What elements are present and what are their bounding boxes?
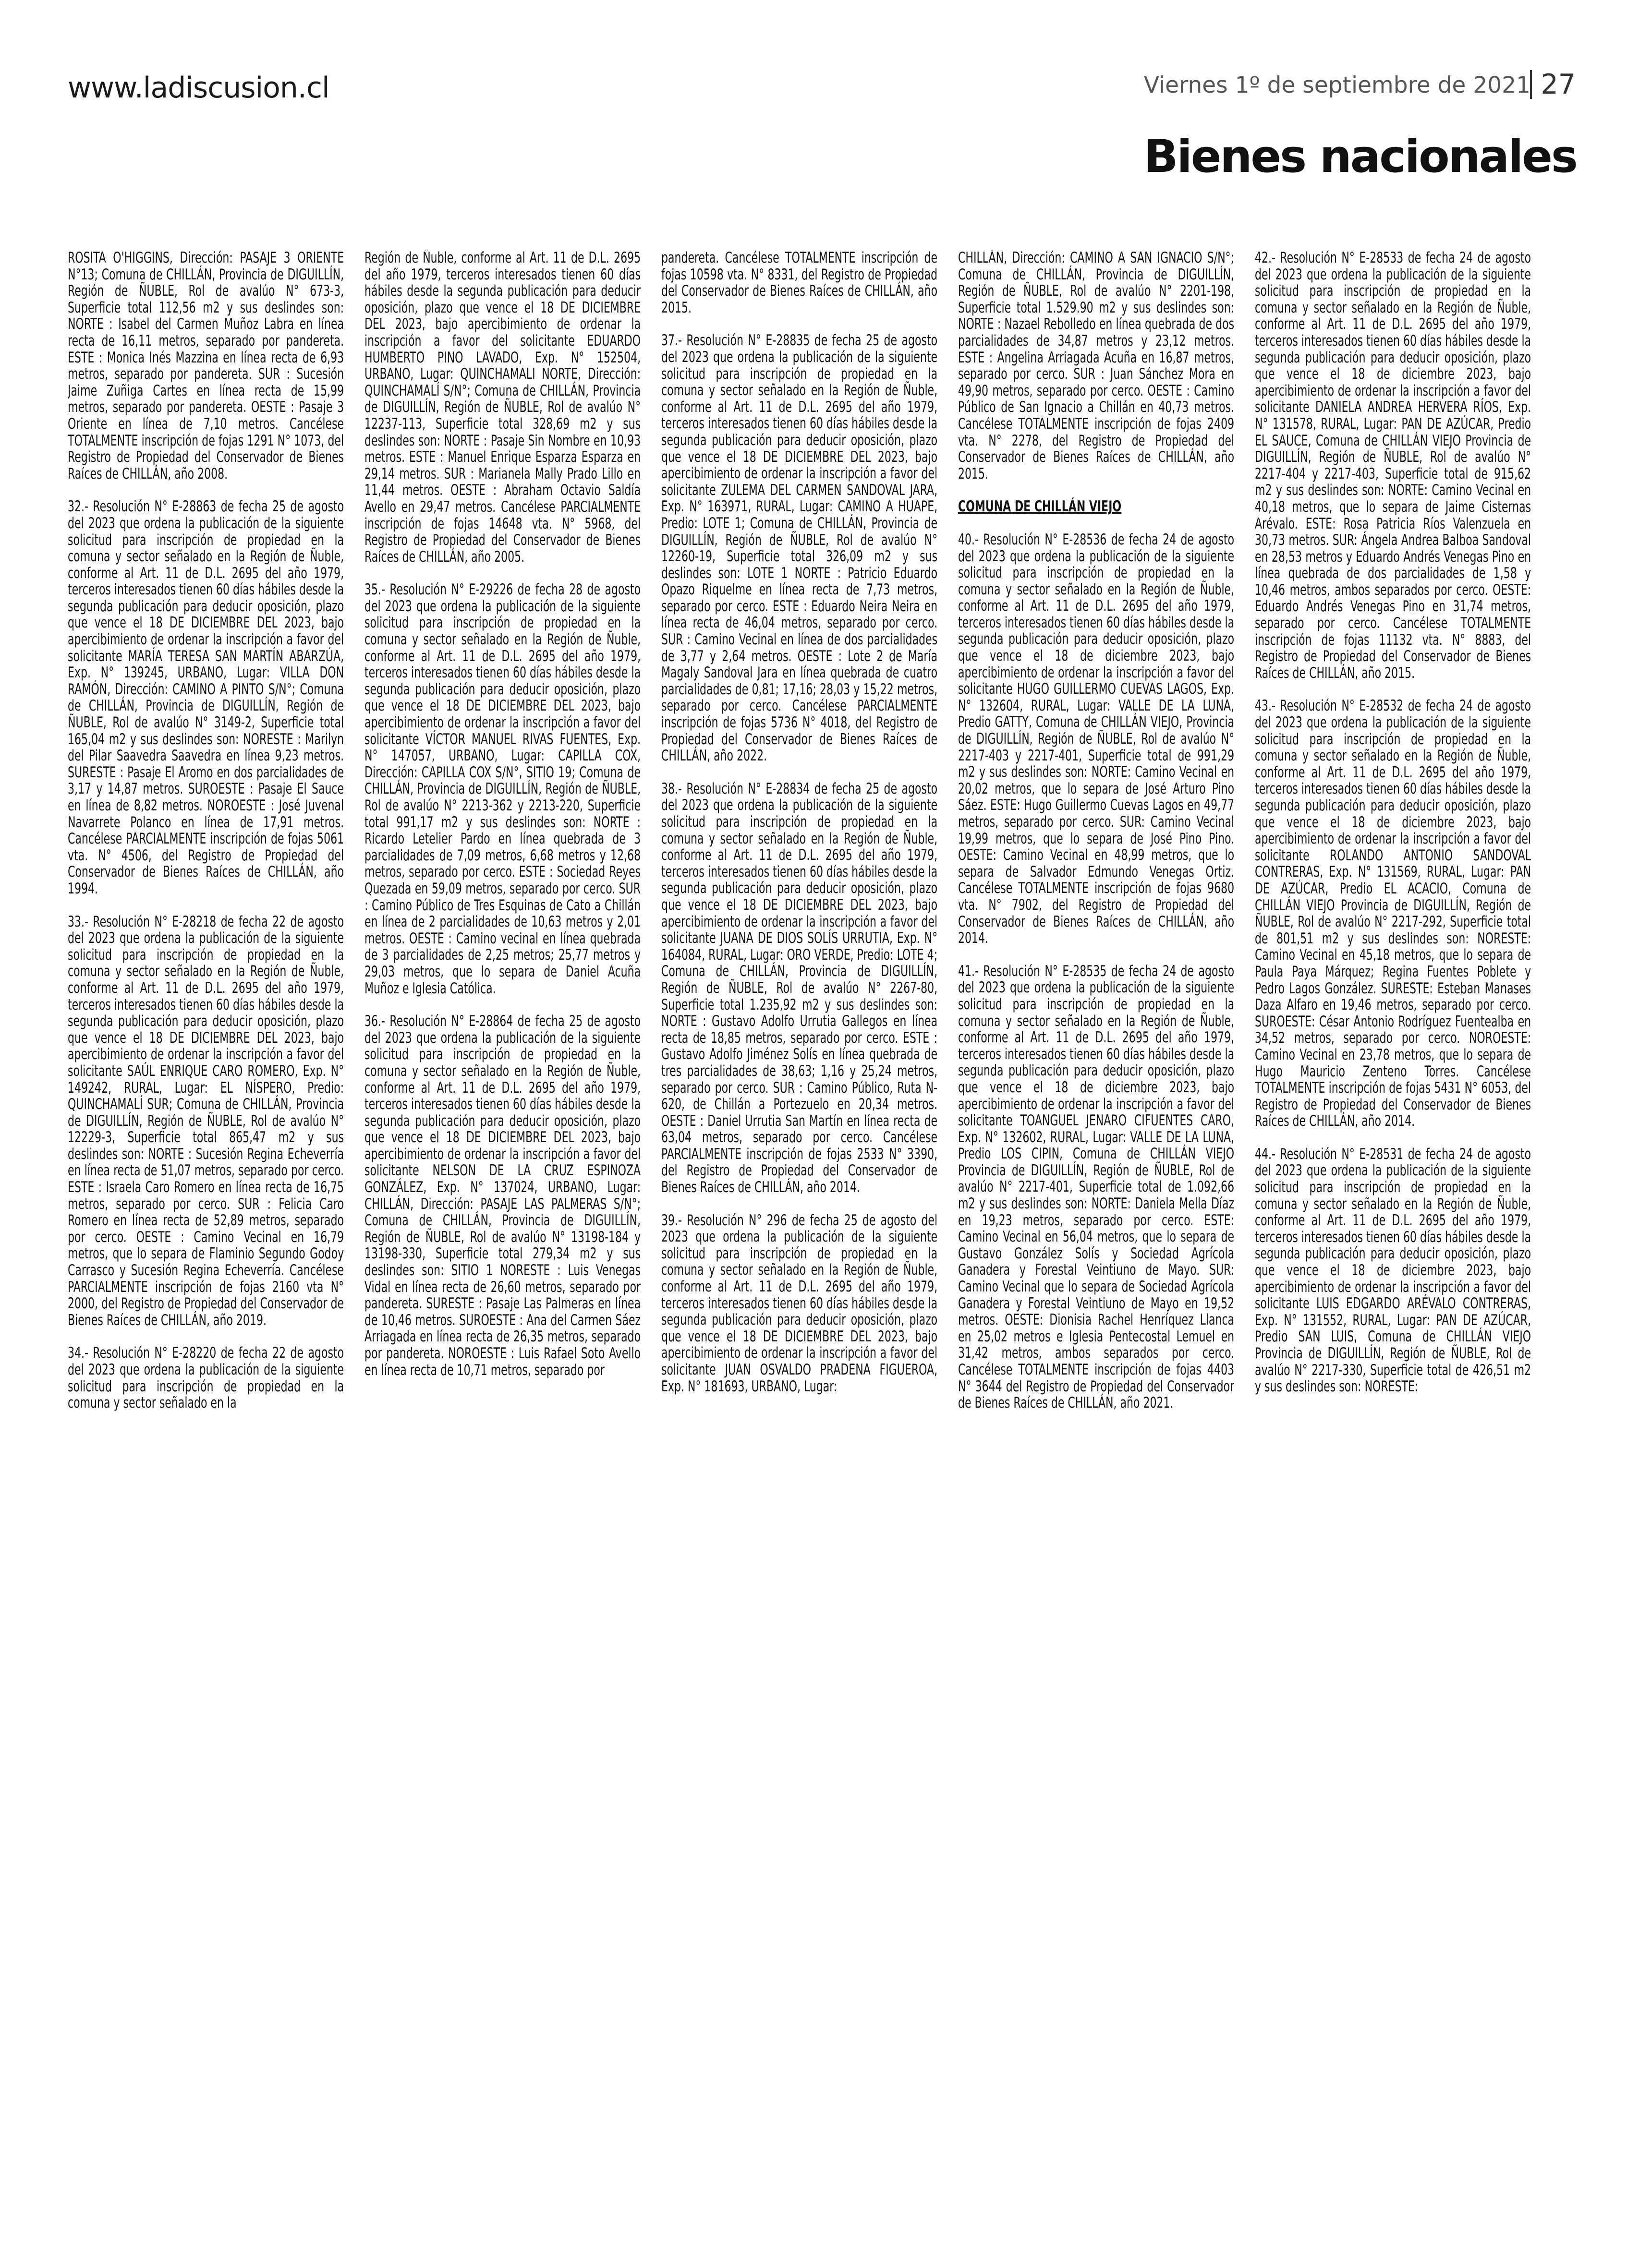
notice-paragraph: pandereta. Cancélese TOTALMENTE inscripción de fojas 10598 vta. N° 8331, del Registro de Propiedad del Conservador de Bienes Raíces de CHILLÁN, año 2015. — [661, 250, 938, 316]
column-3 — [661, 250, 937, 2223]
notice-paragraph: 34.- Resolución N° E-28220 de fecha 22 de agosto del 2023 que ordena la publicación de la siguiente solicitud para inscripción de propiedad en la comuna y sector señalado en la — [68, 1344, 344, 1412]
notice-paragraph: 42.- Resolución N° E-28533 de fecha 24 de agosto del 2023 que ordena la publicación de la siguiente solicitud para inscripción de propiedad en la comuna y sector señalado en la Región de Ñuble, conforme al Art. 11 de D.L. 2695 del año 1979, terceros interesados tienen 60 días hábiles desde la segunda publicación para deducir oposición, plazo que vence el 18 de diciembre 2023, bajo apercibimiento de ordenar la inscripción a favor del solicitante DANIELA ANDREA HERVERA RÍOS, Exp. N° 131578, RURAL, Lugar: PAN DE AZÚCAR, Predio EL SAUCE, Comuna de CHILLÁN VIEJO Provincia de DIGUILLÍN, Región de ÑUBLE, Rol de avalúo N° 2217-404 y 2217-403, Superficie total de 915,62 m2 y sus deslindes son: NORTE: Camino Vecinal en 40,18 metros, que lo separa de Jaime Cisternas Arévalo. ESTE: Rosa Patricia Ríos Valenzuela en 30,73 metros. SUR: Ángela Andrea Balboa Sandoval en 28,53 metros y Eduardo Andrés Venegas Pino en línea quebrada de dos parcialidades de 1,58 y 10,46 metros, ambos separados por cerco. OESTE: Eduardo Andrés Venegas Pino en 31,74 metros, separado por cerco. Cancélese TOTALMENTE inscripción de fojas 11132 vta. N° 8883, del Registro de Propiedad del Conservador de Bienes Raíces de CHILLÁN, año 2015. — [1255, 250, 1531, 682]
notice-paragraph: 36.- Resolución N° E-28864 de fecha 25 de agosto del 2023 que ordena la publicación de la siguiente solicitud para inscripción de propiedad en la comuna y sector señalado en la Región de Ñuble, conforme al Art. 11 de D.L. 2695 del año 1979, terceros interesados tienen 60 días hábiles desde la segunda publicación para deducir oposición, plazo que vence el 18 DE DICIEMBRE DEL 2023, bajo apercibimiento de ordenar la inscripción a favor del solicitante NELSON DE LA CRUZ ESPINOZA GONZÁLEZ, Exp. N° 137024, URBANO, Lugar: CHILLÁN, Dirección: PASAJE LAS PALMERAS S/N°; Comuna de CHILLÁN, Provincia de DIGUILLÍN, Región de ÑUBLE, Rol de avalúo N° 13198-184 y 13198-330, Superficie total 279,34 m2 y sus deslindes son: SITIO 1 NORESTE : Luis Venegas Vidal en línea recta de 26,60 metros, separado por pandereta. SURESTE : Pasaje Las Palmeras en línea de 10,46 metros. SUROESTE : Ana del Carmen Sáez Arriagada en línea recta de 26,35 metros, separado por pandereta. NOROESTE : Luis Rafael Soto Avello en línea recta de 10,71 metros, separado por — [364, 1013, 641, 1379]
section-title: Bienes nacionales — [1143, 131, 1577, 183]
column-5 — [1255, 250, 1531, 2223]
notice-paragraph: ROSITA O'HIGGINS, Dirección: PASAJE 3 ORIENTE N°13; Comuna de CHILLÁN, Provincia de DIGUILLÍN, Región de ÑUBLE, Rol de avalúo N° 673-3, Superficie total 112,56 m2 y sus deslindes son: NORTE : Isabel del Carmen Muñoz Labra en línea recta de 16,11 metros, separado por pandereta. ESTE : Monica Inés Mazzina en línea recta de 6,93 metros, separado por pandereta. SUR : Sucesión Jaime Zuñiga Cartes en línea recta de 15,99 metros, separado por pandereta. OESTE : Pasaje 3 Oriente en línea de 7,10 metros. Cancélese TOTALMENTE inscripción de fojas 1291 N° 1073, del Registro de Propiedad del Conservador de Bienes Raíces de CHILLÁN, año 2008. — [68, 250, 344, 483]
notice-paragraph: 43.- Resolución N° E-28532 de fecha 24 de agosto del 2023 que ordena la publicación de la siguiente solicitud para inscripción de propiedad en la comuna y sector señalado en la Región de Ñuble, conforme al Art. 11 de D.L. 2695 del año 1979, terceros interesados tienen 60 días hábiles desde la segunda publicación para deducir oposición, plazo que vence el 18 de diciembre 2023, bajo apercibimiento de ordenar la inscripción a favor del solicitante ROLANDO ANTONIO SANDOVAL CONTRERAS, Exp. N° 131569, RURAL, Lugar: PAN DE AZÚCAR, Predio EL ACACIO, Comuna de CHILLÁN VIEJO Provincia de DIGUILLÍN, Región de ÑUBLE, Rol de avalúo N° 2217-292, Superficie total de 801,51 m2 y sus deslindes son: NORESTE: Camino Vecinal en 45,18 metros, que lo separa de Paula Paya Márquez; Regina Fuentes Poblete y Pedro Lagos González. SURESTE: Esteban Manases Daza Alfaro en 19,46 metros, separado por cerco. SUROESTE: César Antonio Rodríguez Fuentealba en 34,52 metros, separado por cerco. NOROESTE: Camino Vecinal en 23,78 metros, que lo separa de Hugo Mauricio Zenteno Torres. Cancélese TOTALMENTE inscripción de fojas 5431 N° 6053, del Registro de Propiedad del Conservador de Bienes Raíces de CHILLÁN, año 2014. — [1255, 697, 1531, 1130]
notice-paragraph: 39.- Resolución N° 296 de fecha 25 de agosto del 2023 que ordena la publicación de la siguiente solicitud para inscripción de propiedad en la comuna y sector señalado en la Región de Ñuble, conforme al Art. 11 de D.L. 2695 del año 1979, terceros interesados tienen 60 días hábiles desde la segunda publicación para deducir oposición, plazo que vence el 18 DE DICIEMBRE DEL 2023, bajo apercibimiento de ordenar la inscripción a favor del solicitante JUAN OSVALDO PRADENA FIGUEROA, Exp. N° 181693, URBANO, Lugar: — [661, 1211, 938, 1395]
notice-paragraph: CHILLÁN, Dirección: CAMINO A SAN IGNACIO S/N°; Comuna de CHILLÁN, Provincia de DIGUILLÍN, Región de ÑUBLE, Rol de avalúo N° 2201-198, Superficie total 1.529.90 m2 y sus deslindes son: NORTE : Nazael Rebolledo en línea quebrada de dos parcialidades de 34,87 metros y 23,12 metros. ESTE : Angelina Arriagada Acuña en 16,87 metros, separado por cerco. SUR : Juan Sánchez Mora en 49,90 metros, separado por cerco. OESTE : Camino Público de San Ignacio a Chillán en 40,73 metros. Cancélese TOTALMENTE inscripción de fojas 2409 vta. N° 2278, del Registro de Propiedad del Conservador de Bienes Raíces de CHILLÁN, año 2015. — [958, 250, 1235, 483]
notice-paragraph: 33.- Resolución N° E-28218 de fecha 22 de agosto del 2023 que ordena la publicación de la siguiente solicitud para inscripción de propiedad en la comuna y sector señalado en la Región de Ñuble, conforme al Art. 11 de D.L. 2695 del año 1979, terceros interesados tienen 60 días hábiles desde la segunda publicación para deducir oposición, plazo que vence el 18 DE DICIEMBRE DEL 2023, bajo apercibimiento de ordenar la inscripción a favor del solicitante SAÚL ENRIQUE CARO ROMERO, Exp. N° 149242, RURAL, Lugar: EL NÍSPERO, Predio: QUINCHAMALÍ SUR; Comuna de CHILLÁN, Provincia de DIGUILLÍN, Región de ÑUBLE, Rol de avalúo N° 12229-3, Superficie total 865,47 m2 y sus deslindes son: NORTE : Sucesión Regina Echeverría en línea recta de 51,07 metros, separado por cerco. ESTE : Israela Caro Romero en línea recta de 16,75 metros, separado por cerco. SUR : Felicia Caro Romero en línea recta de 52,89 metros, separado por cerco. OESTE : Camino Vecinal en 16,79 metros, que lo separa de Flaminio Segundo Godoy Carrasco y Sucesión Regina Echeverría. Cancélese PARCIALMENTE inscripción de fojas 2160 vta N° 2000, del Registro de Propiedad del Conservador de Bienes Raíces de CHILLÁN, año 2019. — [68, 913, 344, 1329]
column-2 — [364, 250, 641, 2223]
page-number: 27 — [1530, 70, 1576, 99]
column-4 — [958, 250, 1234, 2223]
column-1 — [68, 250, 344, 2223]
notice-paragraph: Región de Ñuble, conforme al Art. 11 de D.L. 2695 del año 1979, terceros interesados tienen 60 días hábiles desde la segunda publicación para deducir oposición, plazo que vence el 18 DE DICIEMBRE DEL 2023, bajo apercibimiento de ordenar la inscripción a favor del solicitante EDUARDO HUMBERTO PINO LAVADO, Exp. N° 152504, URBANO, Lugar: QUINCHAMALI NORTE, Dirección: QUINCHAMALÍ S/N°; Comuna de CHILLÁN, Provincia de DIGUILLÍN, Región de ÑUBLE, Rol de avalúo N° 12237-113, Superficie total 328,69 m2 y sus deslindes son: NORTE : Pasaje Sin Nombre en 10,93 metros. ESTE : Manuel Enrique Esparza Esparza en 29,14 metros. SUR : Marianela Mally Prado Lillo en 11,44 metros. OESTE : Abraham Octavio Saldía Avello en 29,47 metros. Cancélese PARCIALMENTE inscripción de fojas 14648 vta. N° 5968, del Registro de Propiedad del Conservador de Bienes Raíces de CHILLÁN, año 2005. — [364, 250, 641, 566]
commune-heading: COMUNA DE CHILLÁN VIEJO — [958, 498, 1122, 516]
notice-paragraph: 41.- Resolución N° E-28535 de fecha 24 de agosto del 2023 que ordena la publicación de la siguiente solicitud para inscripción de propiedad en la comuna y sector señalado en la Región de Ñuble, conforme al Art. 11 de D.L. 2695 del año 1979, terceros interesados tienen 60 días hábiles desde la segunda publicación para deducir oposición, plazo que vence el 18 de diciembre 2023, bajo apercibimiento de ordenar la inscripción a favor del solicitante TOANGUEL JENARO CIFUENTES CARO, Exp. N° 132602, RURAL, Lugar: VALLE DE LA LUNA, Predio LOS CIPIN, Comuna de CHILLÁN VIEJO Provincia de DIGUILLÍN, Región de ÑUBLE, Rol de avalúo N° 2217-401, Superficie total de 1.092,66 m2 y sus deslindes son: NORTE: Daniela Mella Díaz en 19,23 metros, separado por cerco. ESTE: Camino Vecinal en 56,04 metros, que lo separa de Gustavo González Solís y Sociedad Agrícola Ganadera y Forestal Veintiuno de Mayo. SUR: Camino Vecinal que lo separa de Sociedad Agrícola Ganadera y Forestal Veintiuno de Mayo en 19,52 metros. OESTE: Dionisia Rachel Henríquez Llanca en 25,02 metros e Iglesia Pentecostal Lemuel en 31,42 metros, ambos separados por cerco. Cancélese TOTALMENTE inscripción de fojas 4403 N° 3644 del Registro de Propiedad del Conservador de Bienes Raíces de CHILLÁN, año 2021. — [958, 962, 1235, 1412]
notice-paragraph: 32.- Resolución N° E-28863 de fecha 25 de agosto del 2023 que ordena la publicación de la siguiente solicitud para inscripción de propiedad en la comuna y sector señalado en la Región de Ñuble, conforme al Art. 11 de D.L. 2695 del año 1979, terceros interesados tienen 60 días hábiles desde la segunda publicación para deducir oposición, plazo que vence el 18 DE DICIEMBRE DEL 2023, bajo apercibimiento de ordenar la inscripción a favor del solicitante MARÍA TERESA SAN MARTÍN ABARZÚA, Exp. N° 139245, URBANO, Lugar: VILLA DON RAMÓN, Dirección: CAMINO A PINTO S/N°; Comuna de CHILLÁN, Provincia de DIGUILLÍN, Región de ÑUBLE, Rol de avalúo N° 3149-2, Superficie total 165,04 m2 y sus deslindes son: NORESTE : Marilyn del Pilar Saavedra Saavedra en línea 9,23 metros. SURESTE : Pasaje El Aromo en dos parcialidades de 3,17 y 14,87 metros. SUROESTE : Pasaje El Sauce en línea de 8,82 metros. NOROESTE : José Juvenal Navarrete Polanco en línea de 17,91 metros. Cancélese PARCIALMENTE inscripción de fojas 5061 vta. N° 4506, del Registro de Propiedad del Conservador de Bienes Raíces de CHILLÁN, año 1994. — [68, 498, 344, 897]
notice-paragraph: 35.- Resolución N° E-29226 de fecha 28 de agosto del 2023 que ordena la publicación de la siguiente solicitud para inscripción de propiedad en la comuna y sector señalado en la Región de Ñuble, conforme al Art. 11 de D.L. 2695 del año 1979, terceros interesados tienen 60 días hábiles desde la segunda publicación para deducir oposición, plazo que vence el 18 DE DICIEMBRE DEL 2023, bajo apercibimiento de ordenar la inscripción a favor del solicitante VÍCTOR MANUEL RIVAS FUENTES, Exp. N° 147057, URBANO, Lugar: CAPILLA COX, Dirección: CAPILLA COX S/N°, SITIO 19; Comuna de CHILLÁN, Provincia de DIGUILLÍN, Región de ÑUBLE, Rol de avalúo N° 2213-362 y 2213-220, Superficie total 991,17 m2 y sus deslindes son: NORTE : Ricardo Letelier Pardo en línea quebrada de 3 parcialidades de 7,09 metros, 6,68 metros y 12,68 metros, separado por cerco. ESTE : Sociedad Reyes Quezada en 59,09 metros, separado por cerco. SUR : Camino Público de Tres Esquinas de Cato a Chillán en línea de 2 parcialidades de 10,63 metros y 2,01 metros. OESTE : Camino vecinal en línea quebrada de 3 parcialidades de 2,25 metros; 25,77 metros y 29,03 metros, que lo separa de Daniel Acuña Muñoz e Iglesia Católica. — [364, 581, 641, 997]
notice-paragraph: 44.- Resolución N° E-28531 de fecha 24 de agosto del 2023 que ordena la publicación de la siguiente solicitud para inscripción de propiedad en la comuna y sector señalado en la Región de Ñuble, conforme al Art. 11 de D.L. 2695 del año 1979, terceros interesados tienen 60 días hábiles desde la segunda publicación para deducir oposición, plazo que vence el 18 de diciembre 2023, bajo apercibimiento de ordenar la inscripción a favor del solicitante LUIS EDGARDO ARÉVALO CONTRERAS, Exp. N° 131552, RURAL, Lugar: PAN DE AZÚCAR, Predio SAN LUIS, Comuna de CHILLÁN VIEJO Provincia de DIGUILLÍN, Región de ÑUBLE, Rol de avalúo N° 2217-330, Superficie total de 426,51 m2 y sus deslindes son: NORESTE: — [1255, 1145, 1531, 1396]
notice-paragraph: 38.- Resolución N° E-28834 de fecha 25 de agosto del 2023 que ordena la publicación de la siguiente solicitud para inscripción de propiedad en la comuna y sector señalado en la Región de Ñuble, conforme al Art. 11 de D.L. 2695 del año 1979, terceros interesados tienen 60 días hábiles desde la segunda publicación para deducir oposición, plazo que vence el 18 DE DICIEMBRE DEL 2023, bajo apercibimiento de ordenar la inscripción a favor del solicitante JUANA DE DIOS SOLÍS URRUTIA, Exp. N° 164084, RURAL, Lugar: ORO VERDE, Predio: LOTE 4; Comuna de CHILLÁN, Provincia de DIGUILLÍN, Región de ÑUBLE, Rol de avalúo N° 2267-80, Superficie total 1.235,92 m2 y sus deslindes son: NORTE : Gustavo Adolfo Urrutia Gallegos en línea recta de 18,85 metros, separado por cerco. ESTE : Gustavo Adolfo Jiménez Solís en línea quebrada de tres parcialidades de 38,63; 1,16 y 25,24 metros, separado por cerco. SUR : Camino Público, Ruta N-620, de Chillán a Portezuelo en 20,34 metros. OESTE : Daniel Urrutia San Martín en línea recta de 63,04 metros, separado por cerco. Cancélese PARCIALMENTE inscripción de fojas 2533 N° 3390, del Registro de Propiedad del Conservador de Bienes Raíces de CHILLÁN, año 2014. — [661, 780, 938, 1196]
issue-date: Viernes 1º de septiembre de 2021 — [1143, 72, 1530, 98]
site-url[interactable]: www.ladiscusion.cl — [68, 71, 329, 105]
notice-paragraph: 37.- Resolución N° E-28835 de fecha 25 de agosto del 2023 que ordena la publicación de la siguiente solicitud para inscripción de propiedad en la comuna y sector señalado en la Región de Ñuble, conforme al Art. 11 de D.L. 2695 del año 1979, terceros interesados tienen 60 días hábiles desde la segunda publicación para deducir oposición, plazo que vence el 18 DE DICIEMBRE DEL 2023, bajo apercibimiento de ordenar la inscripción a favor del solicitante ZULEMA DEL CARMEN SANDOVAL JARA, Exp. N° 163971, RURAL, Lugar: CAMINO A HUAPE, Predio: LOTE 1; Comuna de CHILLÁN, Provincia de DIGUILLÍN, Región de ÑUBLE, Rol de avalúo N° 12260-19, Superficie total 326,09 m2 y sus deslindes son: LOTE 1 NORTE : Patricio Eduardo Opazo Riquelme en línea recta de 7,73 metros, separado por cerco. ESTE : Eduardo Neira Neira en línea recta de 46,04 metros, separado por cerco. SUR : Camino Vecinal en línea de dos parcialidades de 3,77 y 2,64 metros. OESTE : Lote 2 de María Magaly Sandoval Jara en línea quebrada de cuatro parcialidades de 0,81; 17,16; 28,03 y 15,22 metros, separado por cerco. Cancélese PARCIALMENTE inscripción de fojas 5736 N° 4018, del Registro de Propiedad del Conservador de Bienes Raíces de CHILLÁN, año 2022. — [661, 332, 938, 765]
notice-paragraph: 40.- Resolución N° E-28536 de fecha 24 de agosto del 2023 que ordena la publicación de la siguiente solicitud para inscripción de propiedad en la comuna y sector señalado en la Región de Ñuble, conforme al Art. 11 de D.L. 2695 del año 1979, terceros interesados tienen 60 días hábiles desde la segunda publicación para deducir oposición, plazo que vence el 18 de diciembre 2023, bajo apercibimiento de ordenar la inscripción a favor del solicitante HUGO GUILLERMO CUEVAS LAGOS, Exp. N° 132604, RURAL, Lugar: VALLE DE LA LUNA, Predio GATTY, Comuna de CHILLÁN VIEJO, Provincia de DIGUILLÍN, Región de ÑUBLE, Rol de avalúo N° 2217-403 y 2217-401, Superficie total de 991,29 m2 y sus deslindes son: NORTE: Camino Vecinal en 20,02 metros, que lo separa de José Arturo Pino Sáez. ESTE: Hugo Guillermo Cuevas Lagos en 49,77 metros, separado por cerco. SUR: Camino Vecinal 19,99 metros, que lo separa de José Pino Pino. OESTE: Camino Vecinal en 48,99 metros, que lo separa de Salvador Edmundo Venegas Ortiz. Cancélese TOTALMENTE inscripción de fojas 9680 vta. N° 7902, del Registro de Propiedad del Conservador de Bienes Raíces de CHILLÁN, año 2014. — [958, 531, 1235, 947]
